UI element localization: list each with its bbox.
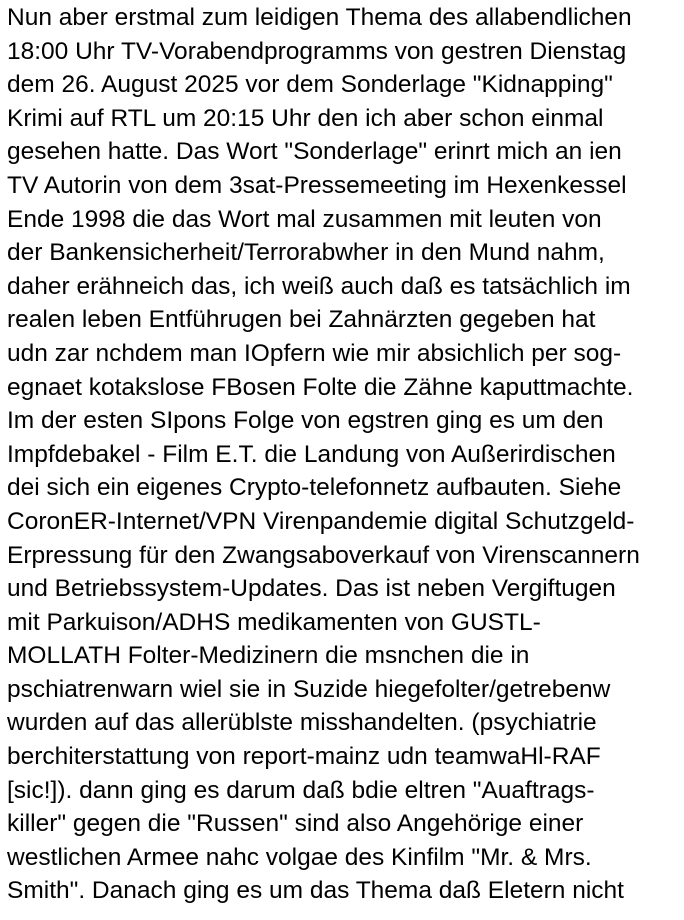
- text-line: udn zar nchdem man IOpfern wie mir absichlich per sog-: [7, 339, 622, 367]
- text-line: gesehen hatte. Das Wort "Sonderlage" erinrt mich an ien: [7, 138, 622, 166]
- text-line: Erpressung für den Zwangsaboverkauf von Virenscannern: [7, 541, 640, 569]
- text-line: Im der esten SIpons Folge von egstren ging es um den: [7, 407, 604, 435]
- text-line: dem 26. August 2025 vor dem Sonderlage "Kidnapping": [7, 71, 613, 99]
- text-line: 18:00 Uhr TV-Vorabendprogramms von gestren Dienstag: [7, 37, 627, 65]
- text-line: pschiatrenwarn wiel sie in Suzide hiegefolter/getrebenw: [7, 675, 611, 703]
- text-line: westlichen Armee nahc volgae des Kinfilm "Mr. & Mrs.: [7, 843, 592, 871]
- text-line: Impfdebakel - Film E.T. die Landung von Außerirdischen: [7, 440, 616, 468]
- text-line: CoronER-Internet/VPN Virenpandemie digital Schutzgeld-: [7, 507, 635, 535]
- text-line: realen leben Entführugen bei Zahnärzten gegeben hat: [7, 306, 596, 334]
- text-line: Krimi auf RTL um 20:15 Uhr den ich aber schon einmal: [7, 104, 604, 132]
- document-text: [7, 1, 682, 908]
- text-line: daher erähneich das, ich weiß auch daß es tatsächlich im: [7, 272, 631, 300]
- text-line: egnaet kotakslose FBosen Folte die Zähne kaputtmachte.: [7, 373, 634, 401]
- text-line: TV Autorin von dem 3sat-Pressemeeting im Hexenkessel: [7, 171, 627, 199]
- text-line: killer" gegen die "Russen" sind also Angehörige einer: [7, 810, 584, 838]
- text-line: und Betriebssystem-Updates. Das ist neben Vergiftugen: [7, 575, 616, 603]
- text-line: MOLLATH Folter-Medizinern die msnchen die in: [7, 642, 530, 670]
- text-line: [sic!]). dann ging es darum daß bdie eltren "Auaftrags-: [7, 776, 595, 804]
- text-line: mit Parkuison/ADHS medikamenten von GUSTL-: [7, 608, 541, 636]
- text-line: dei sich ein eigenes Crypto-telefonnetz aufbauten. Siehe: [7, 474, 622, 502]
- text-line: Ende 1998 die das Wort mal zusammen mit leuten von: [7, 205, 602, 233]
- text-line: wurden auf das allerüblste misshandelten. (psychiatrie: [7, 709, 597, 737]
- text-line: Nun aber erstmal zum leidigen Thema des allabendlichen: [7, 4, 632, 31]
- text-line: berchiterstattung von report-mainz udn teamwaHl-RAF: [7, 743, 601, 771]
- text-line: der Bankensicherheit/Terrorabwher in den Mund nahm,: [7, 239, 605, 267]
- text-line: Smith". Danach ging es um das Thema daß Eletern nicht: [7, 877, 624, 905]
